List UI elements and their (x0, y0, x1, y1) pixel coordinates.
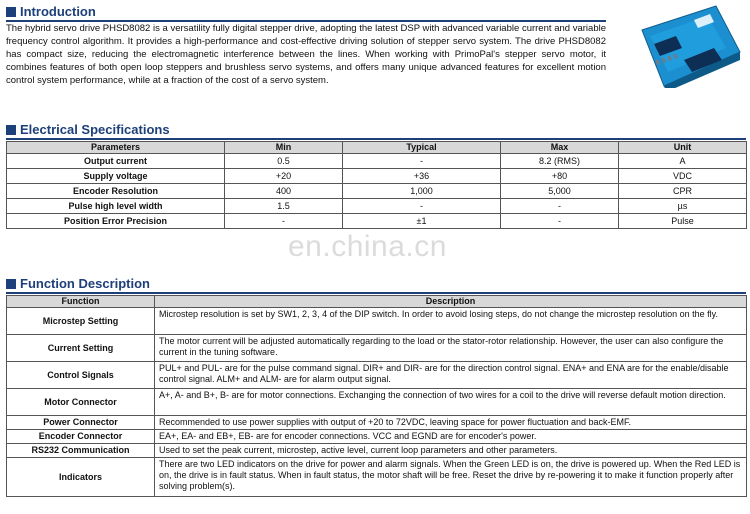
header-min: Min (225, 142, 343, 154)
header-typical: Typical (343, 142, 501, 154)
function-name: Microstep Setting (7, 308, 155, 335)
function-desc: There are two LED indicators on the drive for power and alarm signals. When the Green LED is on, the drive is powered up. When the Red LED is on, the drive is in fault status. When in fault status, the motor shaft will be free. Reset the drive by re-powering it to make it function properly after solving problem(s). (155, 458, 747, 497)
table-row (7, 214, 747, 229)
param-max: +80 (501, 169, 619, 184)
param-typical: - (343, 199, 501, 214)
table-row (7, 416, 747, 430)
table-row (7, 199, 747, 214)
param-name: Encoder Resolution (7, 184, 225, 199)
function-name: Current Setting (7, 335, 155, 362)
function-desc: EA+, EA- and EB+, EB- are for encoder connections. VCC and EGND are for encoder's power. (155, 430, 747, 444)
param-unit: µs (619, 199, 747, 214)
function-name: RS232 Communication (7, 444, 155, 458)
function-desc: Recommended to use power supplies with output of +20 to 72VDC, leaving space for power fluctuation and back-EMF. (155, 416, 747, 430)
electrical-spec-table (6, 141, 747, 229)
electrical-heading (6, 122, 170, 138)
servo-drive-product-image (636, 4, 744, 88)
function-heading (6, 276, 150, 292)
electrical-rule (6, 138, 746, 140)
header-unit: Unit (619, 142, 747, 154)
param-min: +20 (225, 169, 343, 184)
function-name: Power Connector (7, 416, 155, 430)
function-desc: Used to set the peak current, microstep, active level, current loop parameters and other parameters. (155, 444, 747, 458)
header-description: Description (155, 296, 747, 308)
param-typical: - (343, 154, 501, 169)
param-name: Pulse high level width (7, 199, 225, 214)
param-unit: CPR (619, 184, 747, 199)
intro-heading (6, 4, 96, 20)
table-row (7, 362, 747, 389)
function-name: Indicators (7, 458, 155, 497)
param-max: 8.2 (RMS) (501, 154, 619, 169)
function-rule (6, 292, 746, 294)
function-desc: PUL+ and PUL- are for the pulse command signal. DIR+ and DIR- are for the direction control signal. ENA+ and ENA are for the enable/disable control signal. ALM+ and ALM- are for alarm output signal. (155, 362, 747, 389)
electrical-title: Electrical Specifications (20, 122, 170, 137)
table-header-row (7, 142, 747, 154)
table-row (7, 444, 747, 458)
function-desc: A+, A- and B+, B- are for motor connections. Exchanging the connection of two wires for a coil to the drive will reverse default motion direction. (155, 389, 747, 416)
param-unit: VDC (619, 169, 747, 184)
param-min: 0.5 (225, 154, 343, 169)
param-name: Output current (7, 154, 225, 169)
param-min: 1.5 (225, 199, 343, 214)
function-description-table (6, 295, 747, 497)
param-min: 400 (225, 184, 343, 199)
function-desc: Microstep resolution is set by SW1, 2, 3, 4 of the DIP switch. In order to avoid losing steps, do not change the microstep resolution on the fly. (155, 308, 747, 335)
param-typical: 1,000 (343, 184, 501, 199)
header-function: Function (7, 296, 155, 308)
function-name: Motor Connector (7, 389, 155, 416)
table-row (7, 308, 747, 335)
section-square-icon (6, 125, 16, 135)
function-name: Control Signals (7, 362, 155, 389)
table-row (7, 154, 747, 169)
table-row (7, 184, 747, 199)
table-row (7, 458, 747, 497)
param-max: - (501, 214, 619, 229)
param-name: Position Error Precision (7, 214, 225, 229)
param-name: Supply voltage (7, 169, 225, 184)
param-max: 5,000 (501, 184, 619, 199)
watermark-text: en.china.cn (288, 230, 447, 263)
param-max: - (501, 199, 619, 214)
function-title: Function Description (20, 276, 150, 291)
param-unit: A (619, 154, 747, 169)
function-desc: The motor current will be adjusted automatically regarding to the load or the stator-rotor relationship. However, the user can also configure the current in the tuning software. (155, 335, 747, 362)
table-row (7, 389, 747, 416)
function-name: Encoder Connector (7, 430, 155, 444)
table-row (7, 169, 747, 184)
section-square-icon (6, 279, 16, 289)
table-row (7, 430, 747, 444)
param-typical: +36 (343, 169, 501, 184)
param-unit: Pulse (619, 214, 747, 229)
header-parameters: Parameters (7, 142, 225, 154)
header-max: Max (501, 142, 619, 154)
table-row (7, 335, 747, 362)
param-typical: ±1 (343, 214, 501, 229)
intro-text: The hybrid servo drive PHSD8082 is a versatility fully digital stepper drive, adopting the latest DSP with advanced variable current and variable frequency control algorithm. It provides a high-performance and cost-effective driving solution of stepper servo system. The drive PHSD8082 has compact size, reducing the electromagnetic interference between the lines. When working with PrimoPal's stepper servo motor, it combines features of both open loop steppers and brushless servo systems, and offers many unique advanced features for excellent motion control system performance, while at a fraction of the cost of a servo system. (6, 23, 606, 86)
table-header-row (7, 296, 747, 308)
param-min: - (225, 214, 343, 229)
intro-title: Introduction (20, 4, 96, 19)
section-square-icon (6, 7, 16, 17)
